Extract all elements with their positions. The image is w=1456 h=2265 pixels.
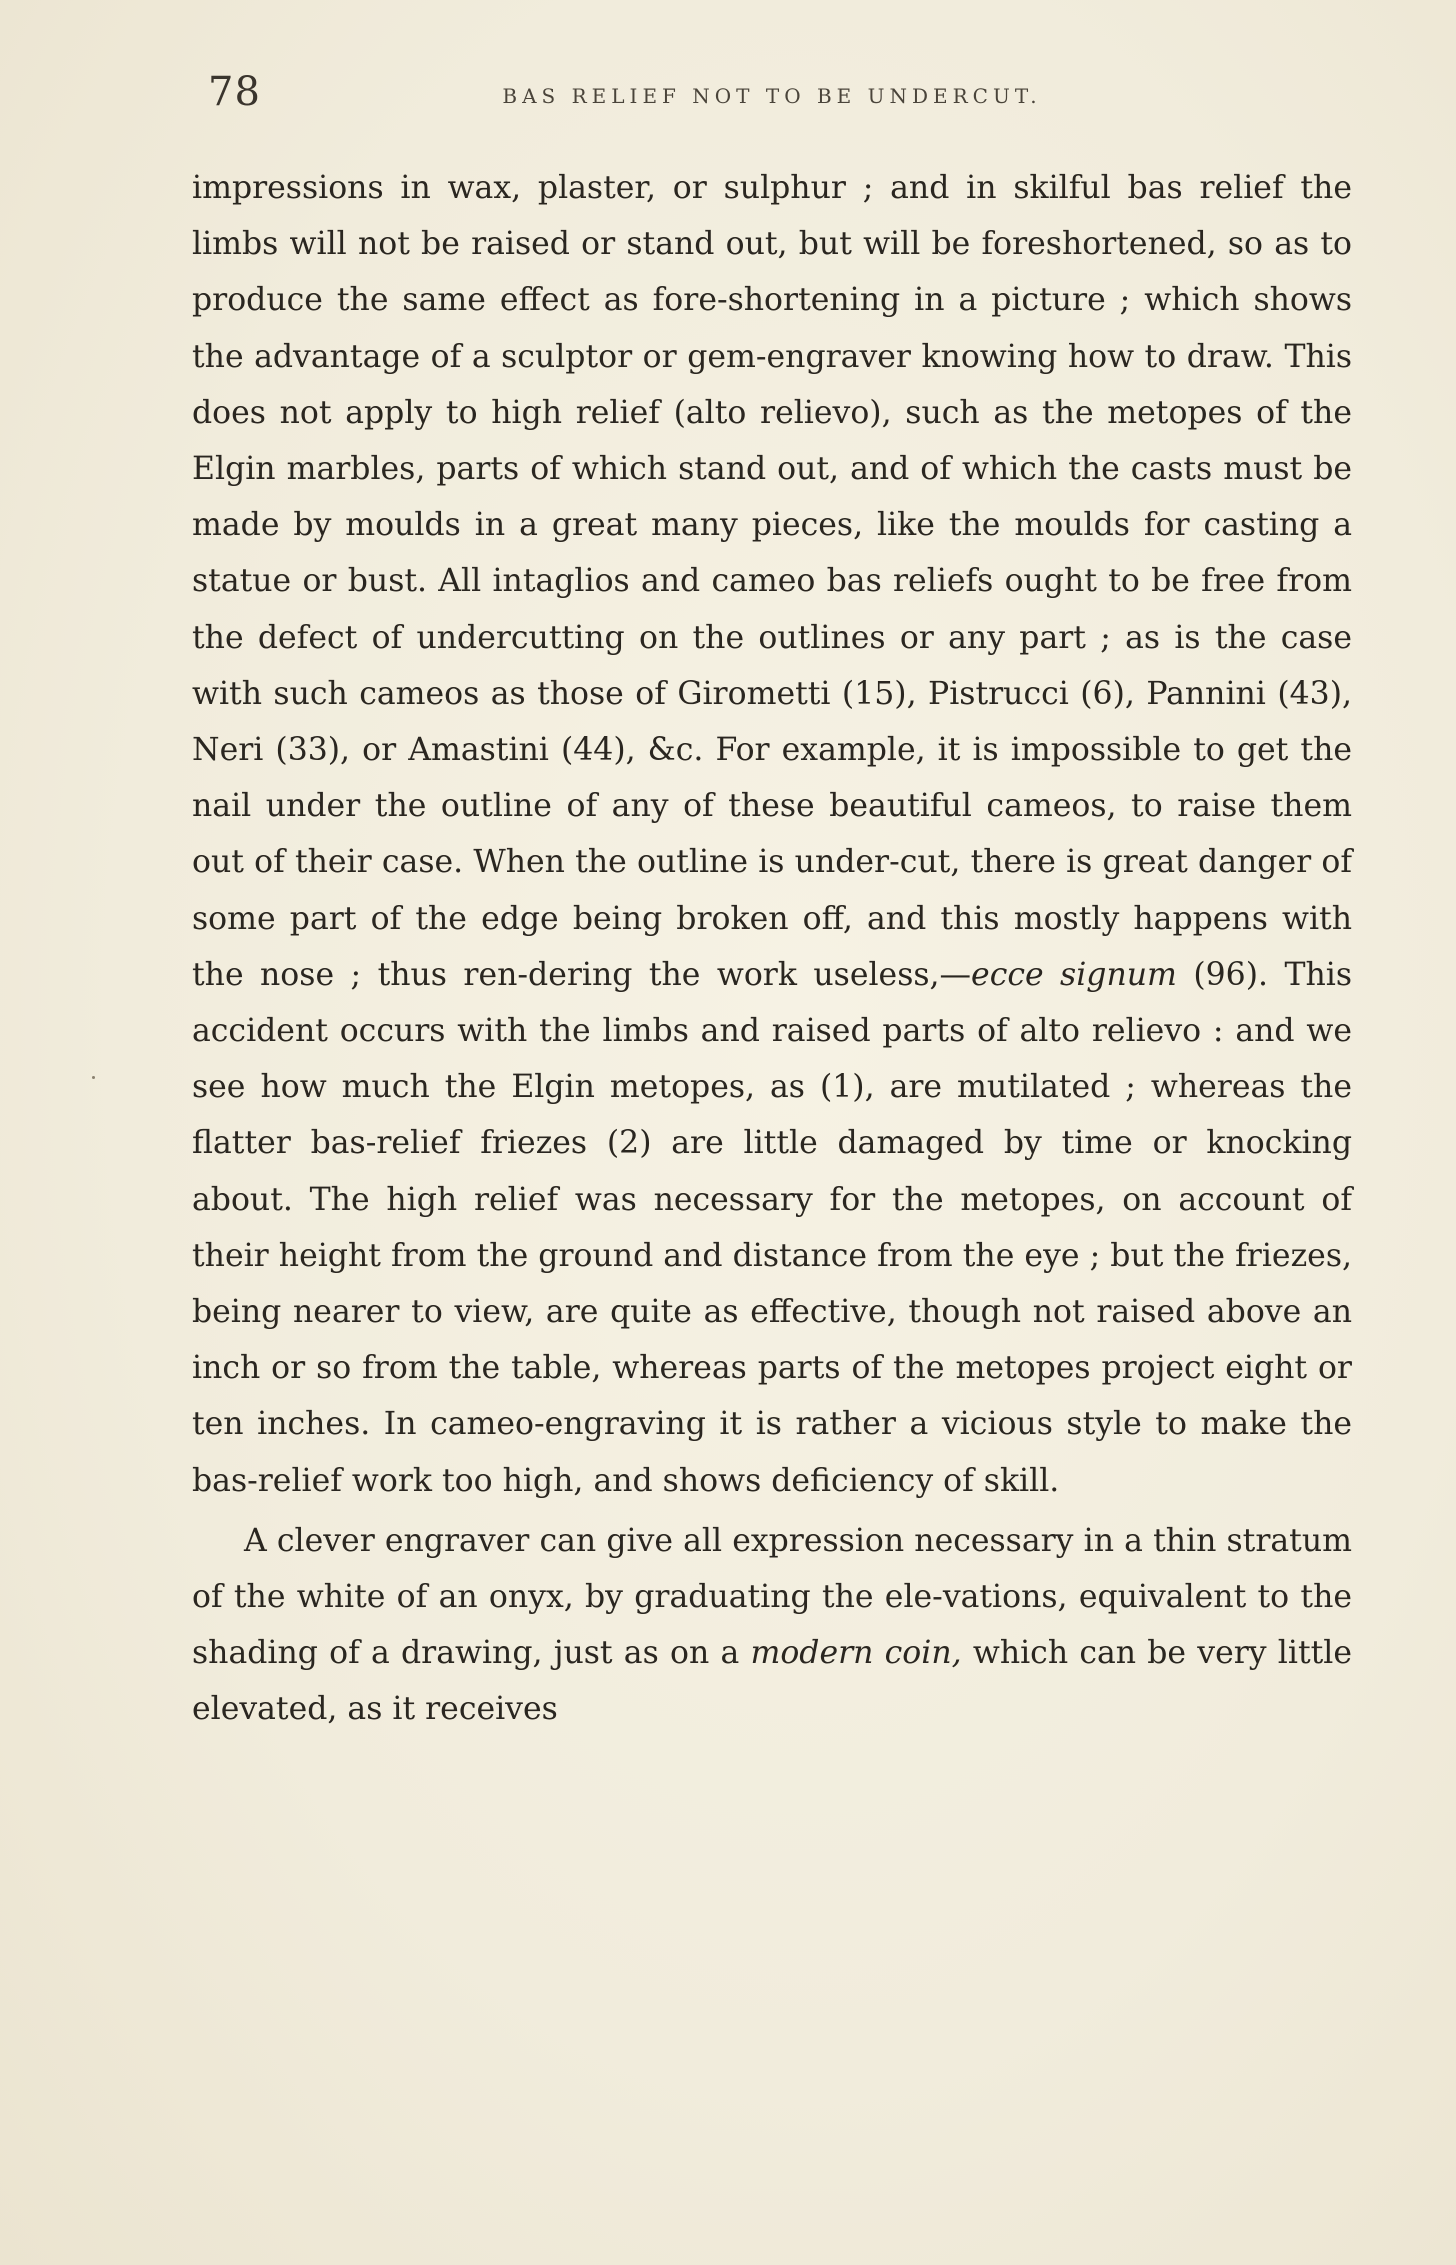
paragraph-text: which can be very little elevated, as it receives: [192, 1635, 1352, 1728]
paragraph-text: A clever engraver can give all expression necessary in a thin stratum of the white of an onyx, by graduating the ele-vations, equivalent to the shading of a drawing, just as on a: [192, 1522, 1352, 1672]
paragraph-text: impressions in wax, plaster, or sulphur ; and in skilful bas relief the limbs will not be raised or stand out, but will be foreshortened, so as to produce the same effect as fore-shortening in a picture ; which shows the advantage of a sculptor or gem-engraver knowing how to draw. This does not apply to high relief (alto relievo), such as the metopes of the Elgin marbles, parts of which stand out, and of which the casts must be made by moulds in a great many pieces, like the moulds for casting a statue or bust. All intaglios and cameo bas reliefs ought to be free from the defect of undercutting on the outlines or any part ; as is the case with such cameos as those of Girometti (15), Pistrucci (6), Pannini (43), Neri (33), or Amastini (44), &c. For example, it is impossible to get the nail under the outline of any of these beautiful cameos, to raise them out of their case. When the outline is under-cut, there is great danger of some part of the edge being broken off, and this mostly happens with the nose ; thus ren-dering the work useless,—: [192, 170, 1352, 993]
paragraph-text: (96). This accident occurs with the limbs and raised parts of alto relievo : and we see how much the Elgin metopes, as (1), are mutilated ; whereas the flatter bas-relief friezes (2) are little damaged by time or knocking about. The high relief was necessary for the metopes, on account of their height from the ground and distance from the eye ; but the friezes, being nearer to view, are quite as effective, though not raised above an inch or so from the table, whereas parts of the metopes project eight or ten inches. In cameo-engraving it is rather a vicious style to make the bas-relief work too high, and shows deficiency of skill.: [192, 956, 1352, 1499]
paragraph: [192, 1513, 1352, 1738]
page-header: [192, 62, 1332, 122]
paper-speck: [92, 1076, 95, 1079]
body-text: [192, 160, 1352, 1738]
italic-phrase: modern coin,: [750, 1635, 962, 1672]
paragraph: [192, 160, 1352, 1509]
italic-phrase: ecce signum: [971, 956, 1177, 993]
running-head: BAS RELIEF NOT TO BE UNDERCUT.: [502, 84, 1042, 108]
page-number: 78: [208, 69, 261, 115]
